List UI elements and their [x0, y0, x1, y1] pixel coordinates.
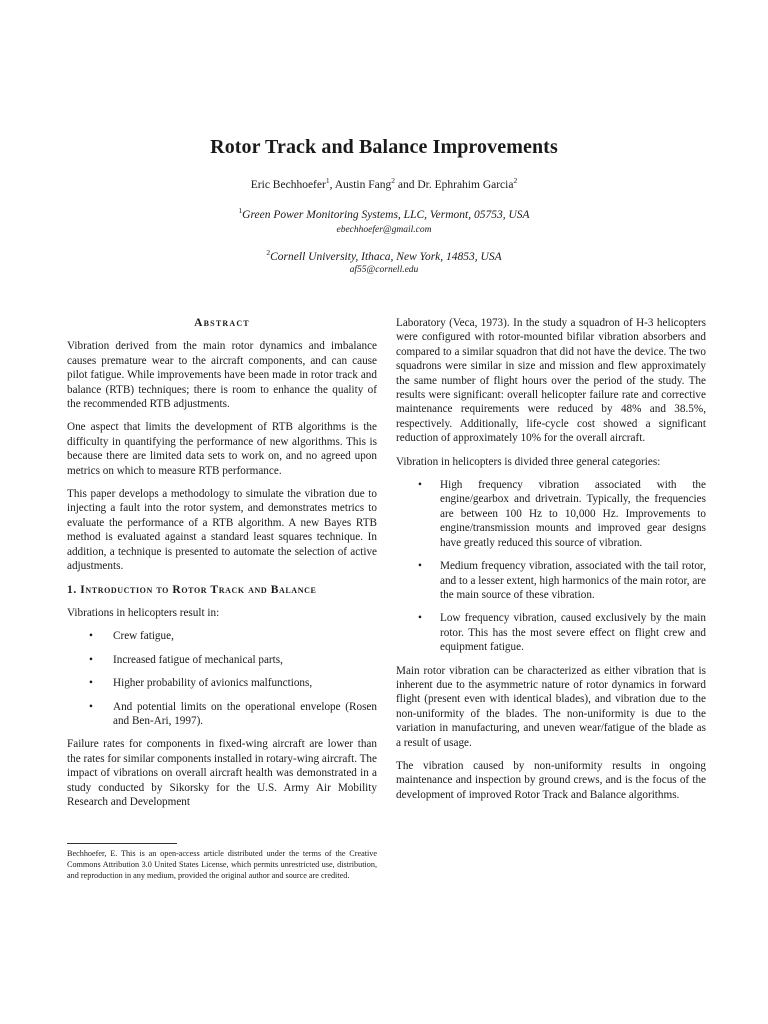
- author-separator: and: [394, 178, 418, 191]
- list-item: [396, 559, 706, 602]
- author-separator: ,: [329, 178, 335, 191]
- affiliation-marker: 2: [513, 176, 518, 185]
- author-line: [0, 176, 768, 191]
- bullet-list: [67, 629, 377, 728]
- list-item-text: Higher probability of avionics malfunctions,: [113, 677, 313, 690]
- body-paragraph: Main rotor vibration can be characterized as either vibration that is inherent due to the asymmetric nature of rotor dynamics in forward flight (present even with identical blades), and vibration due to the non-uniformity of the blades. The non-uniformity is due to the variation in manufacturing, and uneven wear/fatigue of the blade as a result of usage.: [396, 664, 706, 749]
- affiliation-2: [0, 248, 768, 263]
- affiliation-marker: 2: [266, 248, 271, 257]
- abstract-paragraph: This paper develops a methodology to simulate the vibration due to injecting a fault into the rotor system, and demonstrates metrics to evaluate the performance of a RTB algorithm. A new Bayes RTB method is evaluated against a standard least squares technique. In addition, a technique is presented to automate the selection of active adjustments.: [67, 488, 377, 573]
- list-item: [396, 478, 706, 550]
- author-name: Austin Fang: [334, 178, 392, 191]
- bullet-icon: •: [89, 700, 93, 713]
- author-email: af55@cornell.edu: [349, 265, 419, 275]
- body-paragraph: Vibration in helicopters is divided three general categories:: [396, 455, 661, 468]
- bullet-icon: •: [418, 560, 422, 573]
- list-item-text: Low frequency vibration, caused exclusively by the main rotor. This has the most severe effect on flight crew and equipment fatigue.: [440, 612, 706, 654]
- list-item-text: Medium frequency vibration, associated with the tail rotor, and to a lesser extent, high harmonics of the main rotor, are the main source of these vibration.: [440, 560, 706, 601]
- affiliation-marker: 1: [238, 206, 243, 215]
- list-item: [67, 700, 377, 729]
- bullet-icon: •: [89, 677, 93, 690]
- affiliation-marker: 2: [391, 176, 395, 185]
- right-column: [396, 316, 706, 811]
- body-paragraph: The vibration caused by non-uniformity results in ongoing maintenance and inspection by ground crews, and is the focus of the development of improved Rotor Track and Balance algorithms.: [396, 759, 706, 801]
- list-item: [67, 629, 377, 643]
- abstract-paragraph: Vibration derived from the main rotor dynamics and imbalance causes premature wear to the aircraft components, and can cause pilot fatigue. While improvements have been made in rotor track and balance (RTB) techniques; there is room to enhance the quality of the recommended RTB adjustments.: [67, 340, 377, 411]
- body-paragraph: Failure rates for components in fixed-wing aircraft are lower than the rates for similar components installed in rotary-wing aircraft. The impact of vibrations on overall aircraft health was demonstrated in a study conducted by Sikorsky for the U.S. Army Air Mobility Research and Development: [67, 738, 377, 808]
- left-column: [67, 316, 377, 818]
- abstract-heading: Abstract: [194, 317, 250, 329]
- list-item: [67, 676, 377, 690]
- section-heading: 1. Introduction to Rotor Track and Balance: [67, 583, 317, 596]
- paper-title: Rotor Track and Balance Improvements: [210, 136, 558, 158]
- body-paragraph: Vibrations in helicopters result in:: [67, 606, 220, 619]
- bullet-icon: •: [89, 653, 93, 666]
- affiliation-text: Cornell University, Ithaca, New York, 14853, USA: [270, 250, 502, 263]
- footnote-rule: [67, 843, 177, 844]
- footnote-text: Bechhoefer, E. This is an open-access article distributed under the terms of the Creative Commons Attribution 3.0 United States License, which permits unrestricted use, distribution, and reproduction in any medium, provided the original author and source are credited.: [67, 849, 377, 880]
- bullet-icon: •: [418, 479, 422, 492]
- bullet-icon: •: [89, 630, 93, 643]
- list-item-text: Crew fatigue,: [113, 630, 174, 643]
- affiliation-1: [0, 206, 768, 221]
- author-name: Eric Bechhoefer: [250, 178, 326, 191]
- list-item-text: High frequency vibration associated with the engine/gearbox and drivetrain. Typically, the frequencies are between 100 Hz to 10,000 Hz. Improvements to engine/transmission mounts and improved gear designs have greatly reduced this source of vibration.: [440, 479, 706, 549]
- affiliation-text: Green Power Monitoring Systems, LLC, Vermont, 05753, USA: [242, 208, 530, 221]
- footnote: [67, 843, 377, 881]
- abstract-paragraph: One aspect that limits the development of RTB algorithms is the difficulty in quantifying the performance of new algorithms. This is because there are limited data sets to work on, and no agreed upon metrics on which to measure RTB performance.: [67, 421, 377, 477]
- bullet-icon: •: [418, 612, 422, 625]
- author-email: ebechhoefer@gmail.com: [336, 225, 432, 235]
- affiliation-marker: 1: [325, 176, 330, 185]
- bullet-list: [396, 478, 706, 654]
- list-item-text: Increased fatigue of mechanical parts,: [113, 653, 283, 666]
- list-item: [396, 611, 706, 654]
- list-item: [67, 653, 377, 667]
- body-paragraph: Laboratory (Veca, 1973). In the study a squadron of H-3 helicopters were configured with rotor-mounted bifilar vibration absorbers and compared to a similar squadron that did not have the device. The two squadrons were similar in size and mission and flew approximately the same number of flight hours over the period of the study. The results were significant: overall helicopter failure rate and corrective maintenance requirements were reduced by 48% and 38.5%, respectively. Additionally, life-cycle cost showed a significant reduction of approximately 10% for the overall aircraft.: [396, 317, 706, 445]
- author-name: Dr. Ephrahim Garcia: [417, 178, 514, 191]
- list-item-text: And potential limits on the operational envelope (Rosen and Ben-Ari, 1997).: [113, 700, 377, 727]
